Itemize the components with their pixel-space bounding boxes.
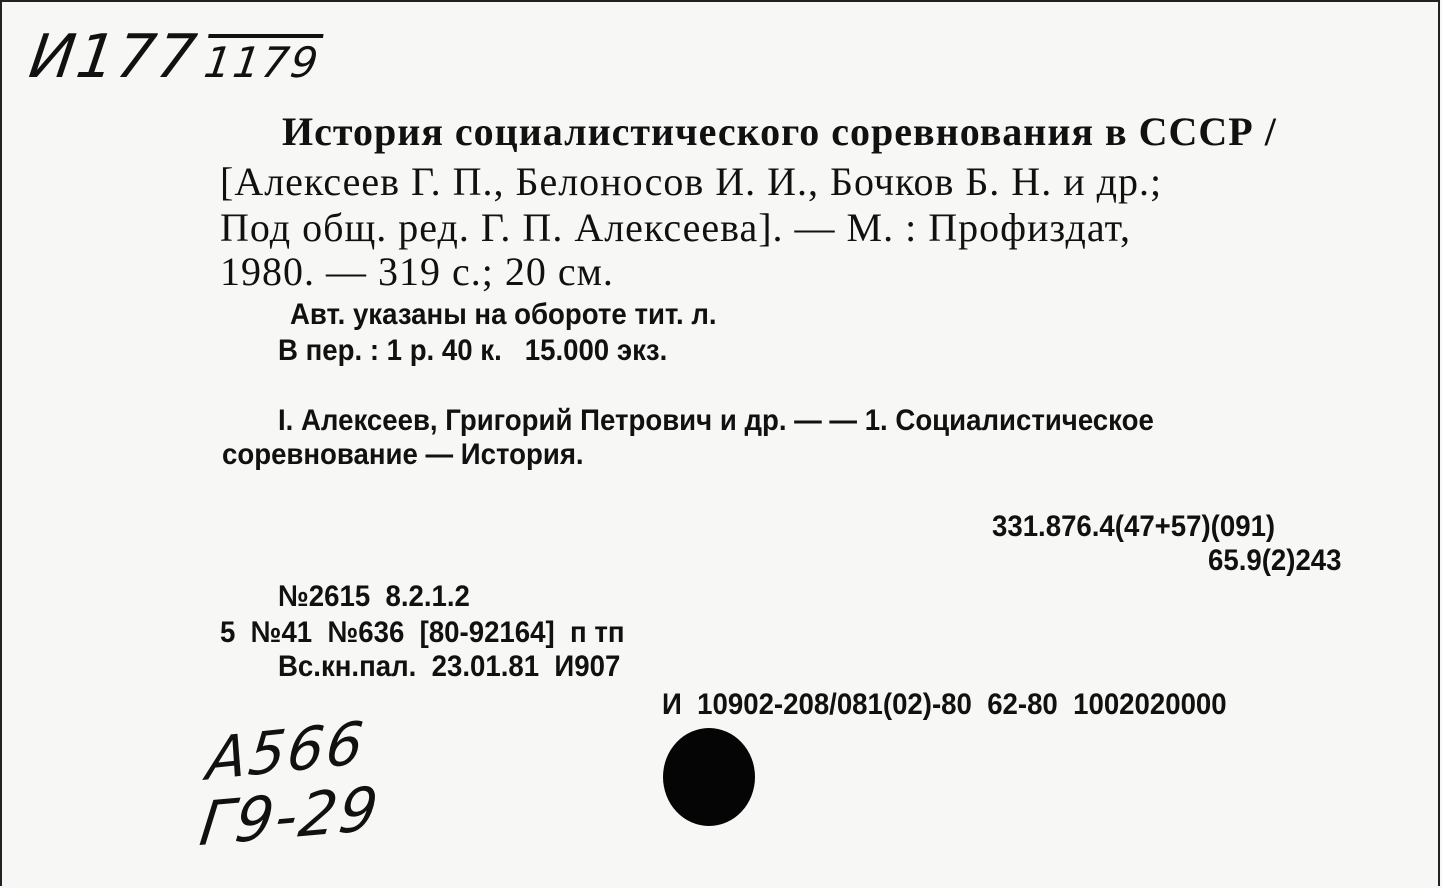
code-line-3: Вс.кн.пал. 23.01.81 И907 [278,650,621,683]
udc-code: 331.876.4(47+57)(091) [992,510,1276,543]
bbk-code: 65.9(2)243 [1208,544,1342,577]
handwritten-call-number-main: И177 [25,22,203,92]
entry-year-pages: 1980. — 319 с.; 20 см. [220,249,614,294]
handwritten-call-number-sub: 1179 [201,38,323,87]
code-line-2: 5 №41 №636 [80-92164] п тп [220,616,625,649]
handwritten-shelf-mark-1: А566 [203,708,369,794]
punch-hole [663,728,755,826]
authors-note: Авт. указаны на обороте тит. л. [290,298,717,331]
handwritten-call-number [25,22,325,92]
code-line-4: И 10902-208/081(02)-80 62-80 1002020000 [662,688,1227,721]
entry-editor-publisher: Под общ. ред. Г. П. Алексеева]. — М. : Профиздат, [220,205,1132,250]
code-line-1: №2615 8.2.1.2 [278,580,470,613]
handwritten-shelf-mark-2: Г9-29 [195,773,384,861]
tracing-line-2: соревнование — История. [222,438,584,471]
price-note: В пер. : 1 р. 40 к. 15.000 экз. [278,334,668,367]
entry-authors: [Алексеев Г. П., Белоносов И. И., Бочков Б. Н. и др.; [220,159,1163,204]
tracing-line-1: I. Алексеев, Григорий Петрович и др. — — 1. Социалистическое [278,404,1154,437]
entry-title: История социалистического соревнования в СССР / [282,109,1277,154]
